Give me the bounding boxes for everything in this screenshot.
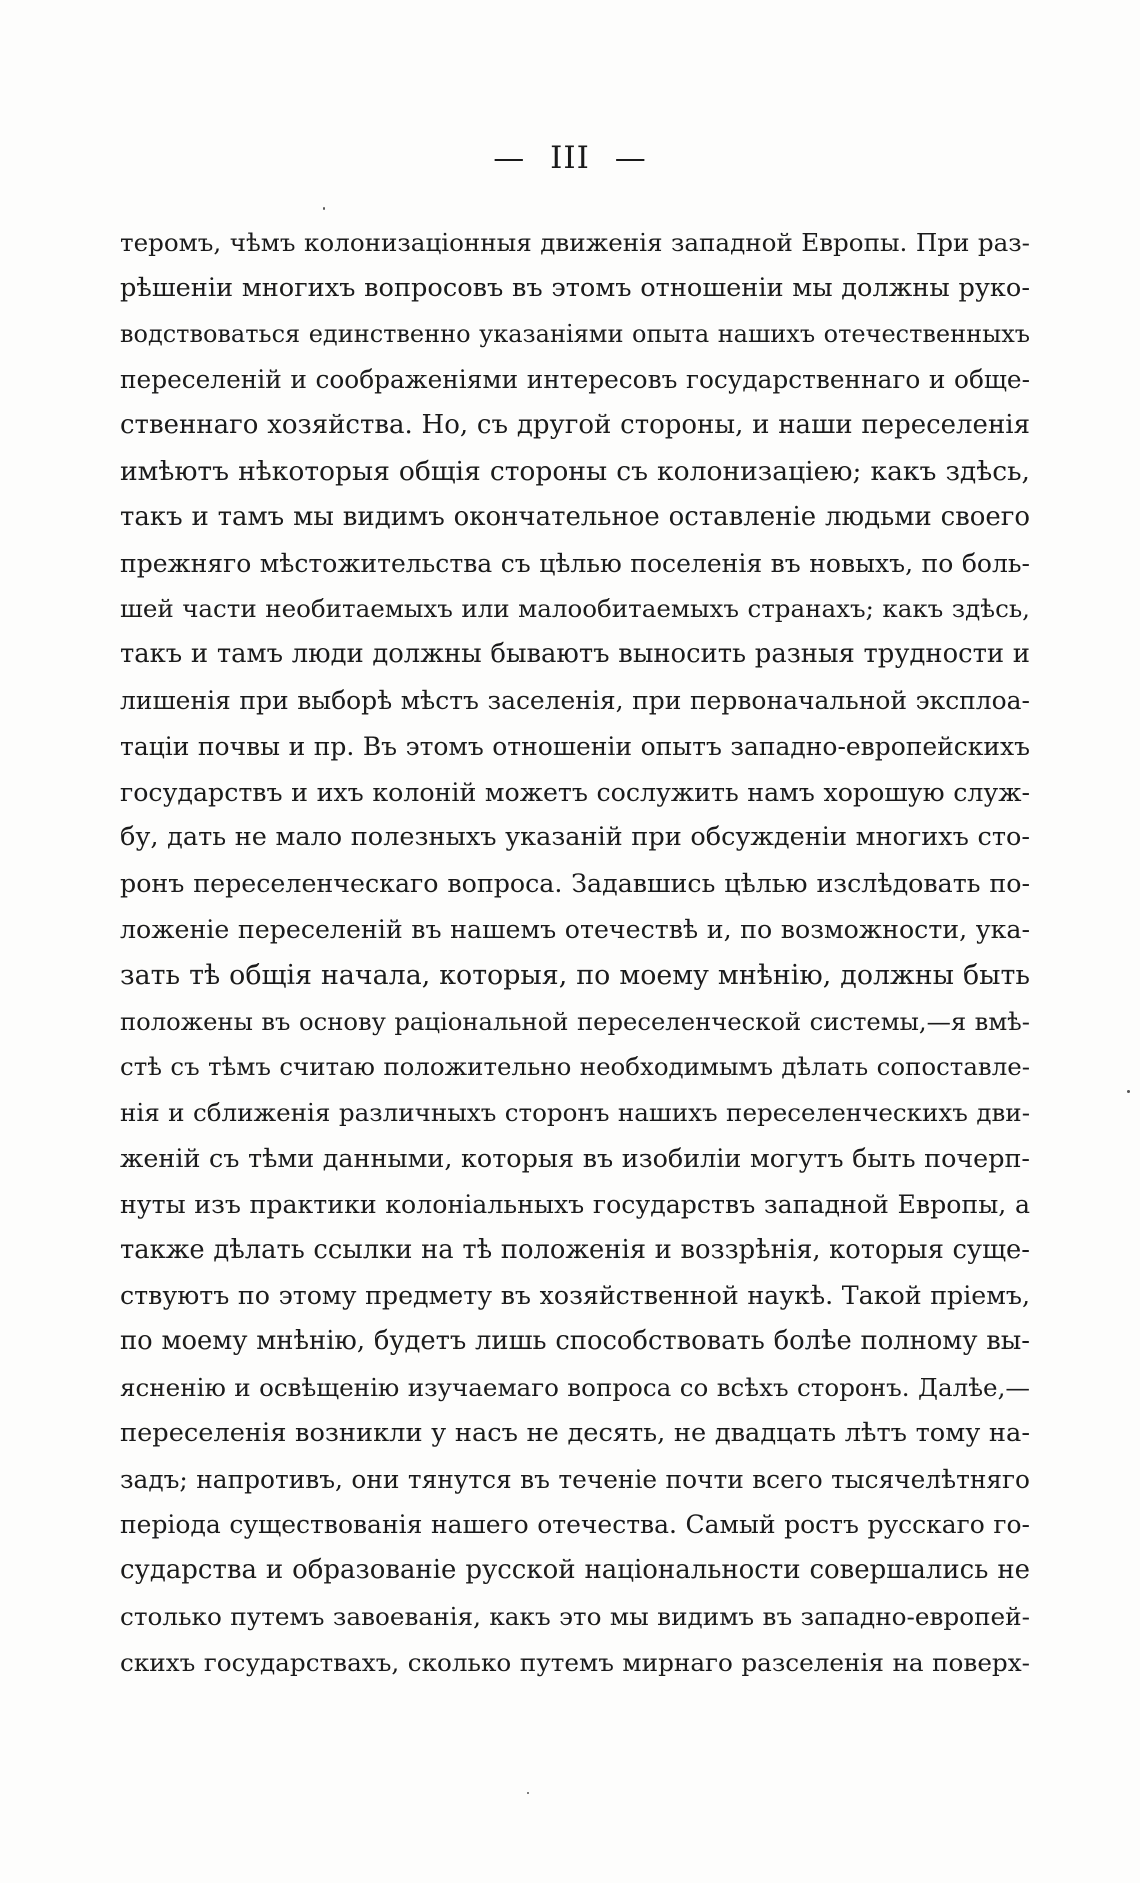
header-right-dash: — xyxy=(614,140,647,176)
text-line: переселенія возникли у насъ не десять, не двадцать лѣтъ тому на- xyxy=(120,1417,1030,1448)
text-line: также дѣлать ссылки на тѣ положенія и воззрѣнія, которыя суще- xyxy=(120,1234,1030,1265)
text-line: имѣютъ нѣкоторыя общія стороны съ колонизаціею; какъ здѣсь, xyxy=(120,455,1030,487)
text-line: столько путемъ завоеванія, какъ это мы видимъ въ западно-европей- xyxy=(120,1601,1030,1631)
text-line: скихъ государствахъ, сколько путемъ мирнаго разселенія на поверх- xyxy=(120,1647,1030,1677)
scan-speck xyxy=(1127,1090,1130,1093)
text-line: женій съ тѣми данными, которыя въ изобиліи могутъ быть почерп- xyxy=(120,1142,1030,1173)
body-text xyxy=(120,220,1030,1686)
text-line: бу, дать не мало полезныхъ указаній при обсужденіи многихъ сто- xyxy=(120,822,1030,853)
text-line: прежняго мѣстожительства съ цѣлью поселенія въ новыхъ, по боль- xyxy=(120,548,1030,578)
text-line: ясненію и освѣщенію изучаемаго вопроса со всѣхъ сторонъ. Далѣе,— xyxy=(120,1372,1030,1402)
text-line: такъ и тамъ мы видимъ окончательное оставленіе людьми своего xyxy=(120,501,1030,532)
text-line: стѣ съ тѣмъ считаю положительно необходимымъ дѣлать сопоставле- xyxy=(120,1052,1030,1082)
scan-speck xyxy=(323,207,325,210)
header-left-dash: — xyxy=(493,140,526,176)
text-line: положены въ основу раціональной переселенческой системы,—я вмѣ- xyxy=(120,1006,1030,1036)
text-line: рѣшеніи многихъ вопросовъ въ этомъ отношеніи мы должны руко- xyxy=(120,272,1030,303)
scan-speck xyxy=(527,1792,529,1794)
text-line: нія и сближенія различныхъ сторонъ нашихъ переселенческихъ дви- xyxy=(120,1098,1030,1128)
text-line: шей части необитаемыхъ или малообитаемыхъ странахъ; какъ здѣсь, xyxy=(120,594,1030,624)
text-line: ронъ переселенческаго вопроса. Задавшись цѣлью изслѣдовать по- xyxy=(120,869,1030,899)
text-line: ственнаго хозяйства. Но, съ другой стороны, и наши переселенія xyxy=(120,410,1030,441)
text-line: задъ; напротивъ, они тянутся въ теченіе почти всего тысячелѣтняго xyxy=(120,1464,1030,1494)
text-line: переселеній и соображеніями интересовъ государственнаго и обще- xyxy=(120,365,1030,395)
text-line: лишенія при выборѣ мѣстъ заселенія, при первоначальной эксплоа- xyxy=(120,685,1030,715)
text-line: водствоваться единственно указаніями опыта нашихъ отечественныхъ xyxy=(120,319,1030,348)
text-line: таціи почвы и пр. Въ этомъ отношеніи опытъ западно-европейскихъ xyxy=(120,731,1030,761)
page-number: III xyxy=(550,140,590,176)
text-line: зать тѣ общія начала, которыя, по моему мнѣнію, должны быть xyxy=(120,959,1030,991)
text-line: сударства и образованіе русской національности совершались не xyxy=(120,1555,1030,1586)
text-line: періода существованія нашего отечества. Самый ростъ русскаго го- xyxy=(120,1510,1030,1540)
text-line: ствуютъ по этому предмету въ хозяйственной наукѣ. Такой пріемъ, xyxy=(120,1281,1030,1311)
text-line: по моему мнѣнію, будетъ лишь способствовать болѣе полному вы- xyxy=(120,1326,1030,1357)
page-header xyxy=(0,140,1140,176)
text-line: нуты изъ практики колоніальныхъ государствъ западной Европы, а xyxy=(120,1189,1030,1219)
text-line: такъ и тамъ люди должны бываютъ выносить разныя трудности и xyxy=(120,639,1030,670)
text-line: государствъ и ихъ колоній можетъ сослужить намъ хорошую служ- xyxy=(120,777,1030,807)
text-line: теромъ, чѣмъ колонизаціонныя движенія западной Европы. При раз- xyxy=(120,228,1030,257)
text-line: ложеніе переселеній въ нашемъ отечествѣ и, по возможности, ука- xyxy=(120,914,1030,944)
